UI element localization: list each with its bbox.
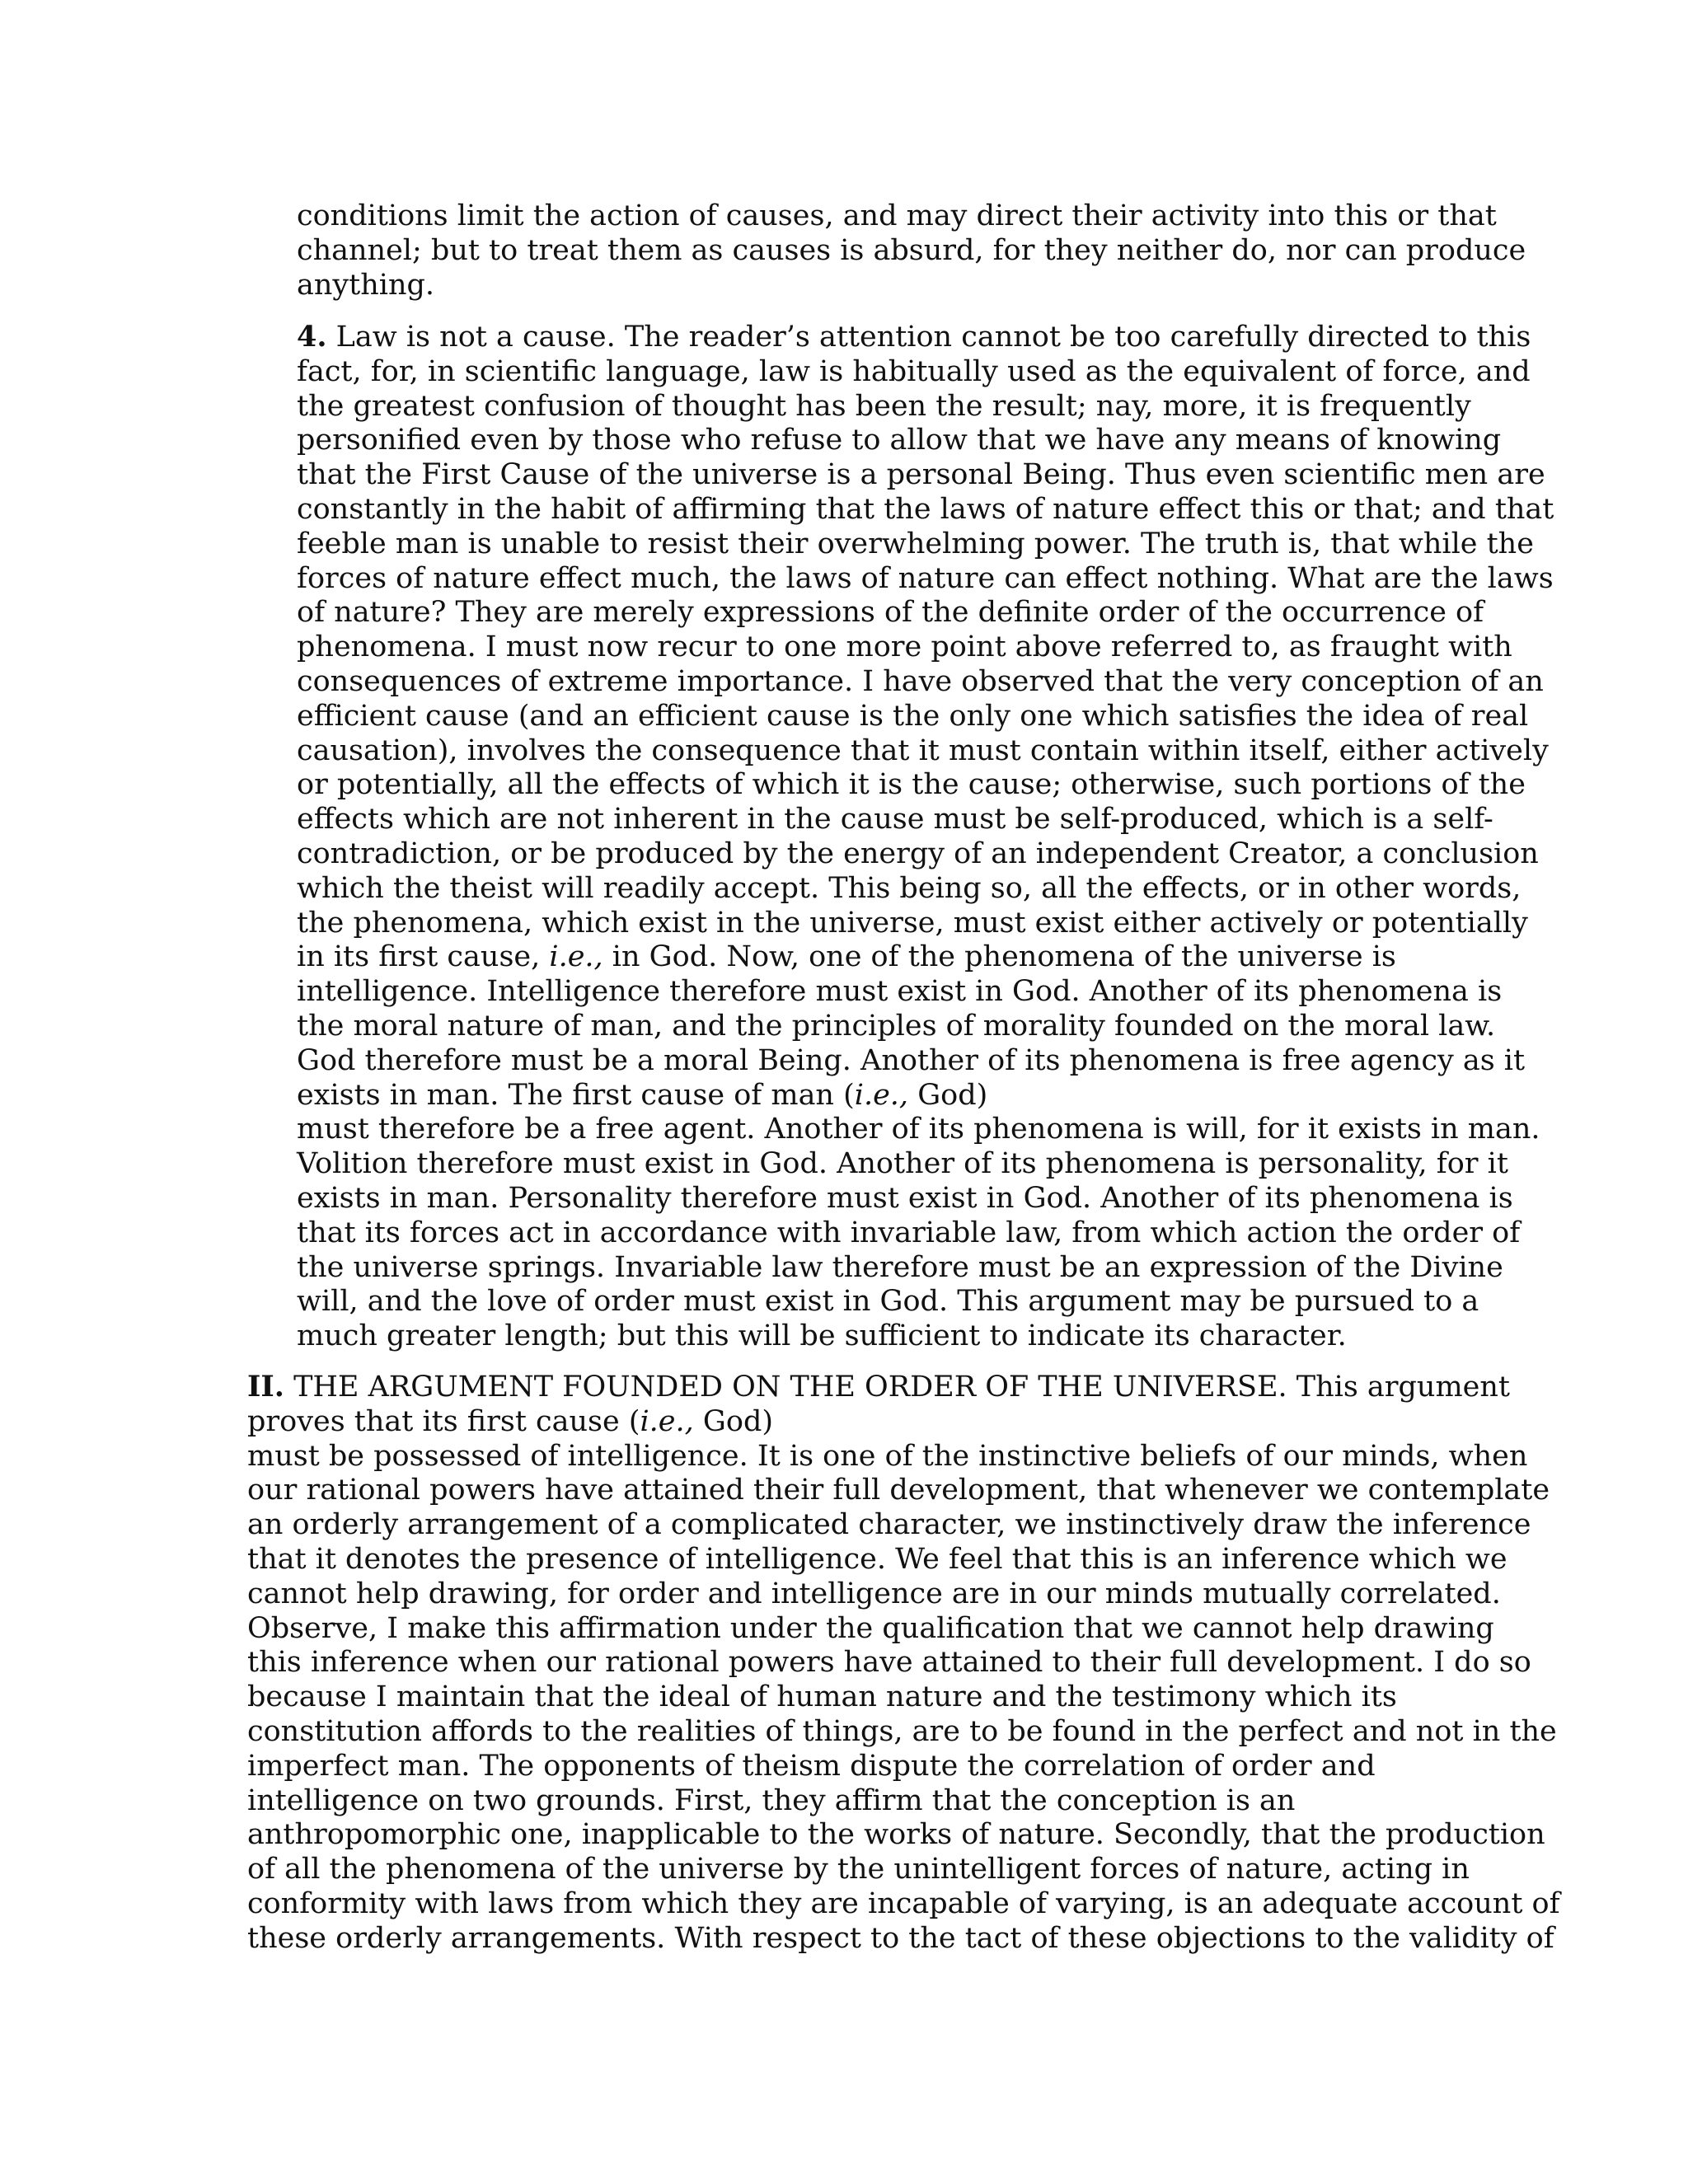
text-run: an orderly arrangement of a complicated character, we instinctively draw the inference [247, 1508, 1531, 1542]
text-line [297, 700, 1554, 734]
text-line [247, 1680, 1560, 1715]
text-run: constitution affords to the realities of things, are to be found in the perfect and not in the [247, 1714, 1557, 1748]
text-run: THE ARGUMENT FOUNDED ON THE ORDER OF THE UNIVERSE. This argument [284, 1371, 1510, 1404]
text-line [247, 1750, 1560, 1784]
text-line [247, 1370, 1560, 1405]
text-line [247, 1440, 1560, 1474]
text-line [297, 768, 1554, 803]
text-line [247, 1922, 1560, 1957]
text-line [247, 1508, 1560, 1543]
text-line [297, 596, 1554, 630]
text-line [297, 1216, 1554, 1251]
text-run: causation), involves the consequence that it must contain within itself, either actively [297, 733, 1549, 767]
text-line [297, 390, 1554, 424]
text-run: efficient cause (and an efficient cause is the only one which satisfies the idea of real [297, 699, 1529, 733]
text-line [247, 1543, 1560, 1577]
paragraph-argument-order [247, 1370, 1560, 1957]
text-run: cannot help drawing, for order and intelligence are in our minds mutually correlated. [247, 1577, 1501, 1610]
text-run: the greatest confusion of thought has been the result; nay, more, it is frequently [297, 389, 1471, 423]
text-line [297, 355, 1554, 390]
text-line [297, 630, 1554, 665]
text-run: consequences of extreme importance. I have observed that the very conception of an [297, 664, 1544, 698]
text-run: this inference when our rational powers have attained to their full development. I do so [247, 1646, 1531, 1680]
text-line [247, 1853, 1560, 1887]
text-line [297, 803, 1554, 837]
text-line [247, 1784, 1560, 1819]
text-run: God) [693, 1404, 773, 1438]
text-run: must be possessed of intelligence. It is one of the instinctive beliefs of our minds, when [247, 1439, 1528, 1473]
paragraph-conditions [297, 199, 1526, 302]
italic-text: i.e., [640, 1404, 694, 1438]
text-run: Volition therefore must exist in God. Another of its phenomena is personality, for it [297, 1147, 1508, 1181]
section-number: 4. [297, 320, 327, 354]
text-run: conditions limit the action of causes, and may direct their activity into this or that [297, 199, 1497, 232]
text-run: personified even by those who refuse to allow that we have any means of knowing [297, 424, 1502, 457]
text-run: contradiction, or be produced by the energy of an independent Creator, a conclusion [297, 837, 1539, 870]
text-run: that it denotes the presence of intelligence. We feel that this is an inference which we [247, 1542, 1507, 1576]
text-run: or potentially, all the effects of which it is the cause; otherwise, such portions of the [297, 768, 1526, 802]
text-line [247, 1646, 1560, 1680]
italic-text: i.e., [549, 940, 603, 974]
text-run: phenomena. I must now recur to one more point above referred to, as fraught with [297, 630, 1512, 664]
text-run: Observe, I make this affirmation under the qualification that we cannot help drawing [247, 1611, 1494, 1645]
text-run: in its first cause, [297, 940, 550, 974]
text-run: much greater length; but this will be sufficient to indicate its character. [297, 1319, 1347, 1353]
text-line [297, 562, 1554, 597]
text-run: in God. Now, one of the phenomena of the universe is [603, 940, 1396, 974]
text-run: anthropomorphic one, inapplicable to the works of nature. Secondly, that the production [247, 1818, 1545, 1852]
text-line [297, 199, 1526, 234]
italic-text: i.e., [854, 1078, 909, 1112]
text-line [297, 1079, 1554, 1113]
text-line [297, 1319, 1554, 1354]
text-line [297, 493, 1554, 527]
text-line [297, 1147, 1554, 1182]
text-run: because I maintain that the ideal of human nature and the testimony which its [247, 1680, 1397, 1714]
text-line [247, 1715, 1560, 1750]
text-run: the universe springs. Invariable law therefore must be an expression of the Divine [297, 1250, 1503, 1284]
text-run: channel; but to treat them as causes is absurd, for they neither do, nor can produce [297, 233, 1526, 267]
text-line [297, 1251, 1554, 1286]
text-line [297, 1182, 1554, 1216]
text-run: of nature? They are merely expressions of the definite order of the occurrence of [297, 596, 1484, 630]
text-line [297, 665, 1554, 700]
text-line [297, 907, 1554, 941]
text-run: of all the phenomena of the universe by the unintelligent forces of nature, acting in [247, 1853, 1470, 1886]
text-run: anything. [297, 268, 435, 302]
text-run: the phenomena, which exist in the universe, must exist either actively or potentially [297, 906, 1528, 940]
text-run: God) [908, 1078, 988, 1112]
text-line [247, 1887, 1560, 1922]
text-line [297, 872, 1554, 907]
text-line [297, 269, 1526, 303]
text-run: which the theist will readily accept. This being so, all the effects, or in other words, [297, 871, 1522, 905]
text-run: constantly in the habit of affirming that the laws of nature effect this or that; and that [297, 492, 1554, 526]
text-line [297, 734, 1554, 769]
text-run: feeble man is unable to resist their overwhelming power. The truth is, that while the [297, 527, 1534, 560]
text-run: that the First Cause of the universe is a personal Being. Thus even scientific men are [297, 458, 1545, 492]
text-line [297, 1285, 1554, 1319]
text-run: fact, for, in scientific language, law is habitually used as the equivalent of force, and [297, 354, 1531, 388]
text-run: proves that its first cause ( [247, 1404, 640, 1438]
text-run: God therefore must be a moral Being. Another of its phenomena is free agency as it [297, 1043, 1526, 1077]
text-line [297, 1113, 1554, 1147]
text-run: Law is not a cause. The reader’s attention cannot be too carefully directed to this [326, 321, 1531, 354]
text-run: will, and the love of order must exist in God. This argument may be pursued to a [297, 1285, 1479, 1319]
text-line [297, 1010, 1554, 1044]
paragraph-law-not-cause [297, 320, 1554, 1354]
text-run: our rational powers have attained their full development, that whenever we contemplate [247, 1474, 1550, 1507]
text-run: intelligence. Intelligence therefore must exist in God. Another of its phenomena is [297, 975, 1503, 1009]
text-run: forces of nature effect much, the laws of nature can effect nothing. What are the laws [297, 561, 1554, 595]
text-line [297, 320, 1554, 355]
text-run: effects which are not inherent in the cause must be self-produced, which is a self- [297, 803, 1493, 837]
text-run: exists in man. The first cause of man ( [297, 1078, 855, 1112]
text-run: the moral nature of man, and the principles of morality founded on the moral law. [297, 1009, 1496, 1043]
text-line [297, 837, 1554, 872]
text-run: conformity with laws from which they are incapable of varying, is an adequate account of [247, 1886, 1560, 1920]
text-run: imperfect man. The opponents of theism dispute the correlation of order and [247, 1749, 1376, 1783]
text-run: must therefore be a free agent. Another of its phenomena is will, for it exists in man. [297, 1113, 1540, 1146]
section-number: II. [247, 1370, 284, 1404]
text-line [297, 1044, 1554, 1079]
text-line [247, 1577, 1560, 1612]
text-line [247, 1818, 1560, 1853]
text-run: that its forces act in accordance with invariable law, from which action the order of [297, 1216, 1521, 1249]
text-run: exists in man. Personality therefore must exist in God. Another of its phenomena is [297, 1181, 1513, 1215]
text-line [247, 1612, 1560, 1647]
text-line [297, 234, 1526, 269]
text-line [297, 527, 1554, 562]
text-line [247, 1474, 1560, 1508]
text-line [247, 1405, 1560, 1440]
text-line [297, 975, 1554, 1010]
text-run: intelligence on two grounds. First, they affirm that the conception is an [247, 1783, 1296, 1817]
text-run: these orderly arrangements. With respect to the tact of these objections to the validity of [247, 1921, 1554, 1955]
text-line [297, 458, 1554, 493]
text-line [297, 424, 1554, 458]
text-line [297, 940, 1554, 975]
